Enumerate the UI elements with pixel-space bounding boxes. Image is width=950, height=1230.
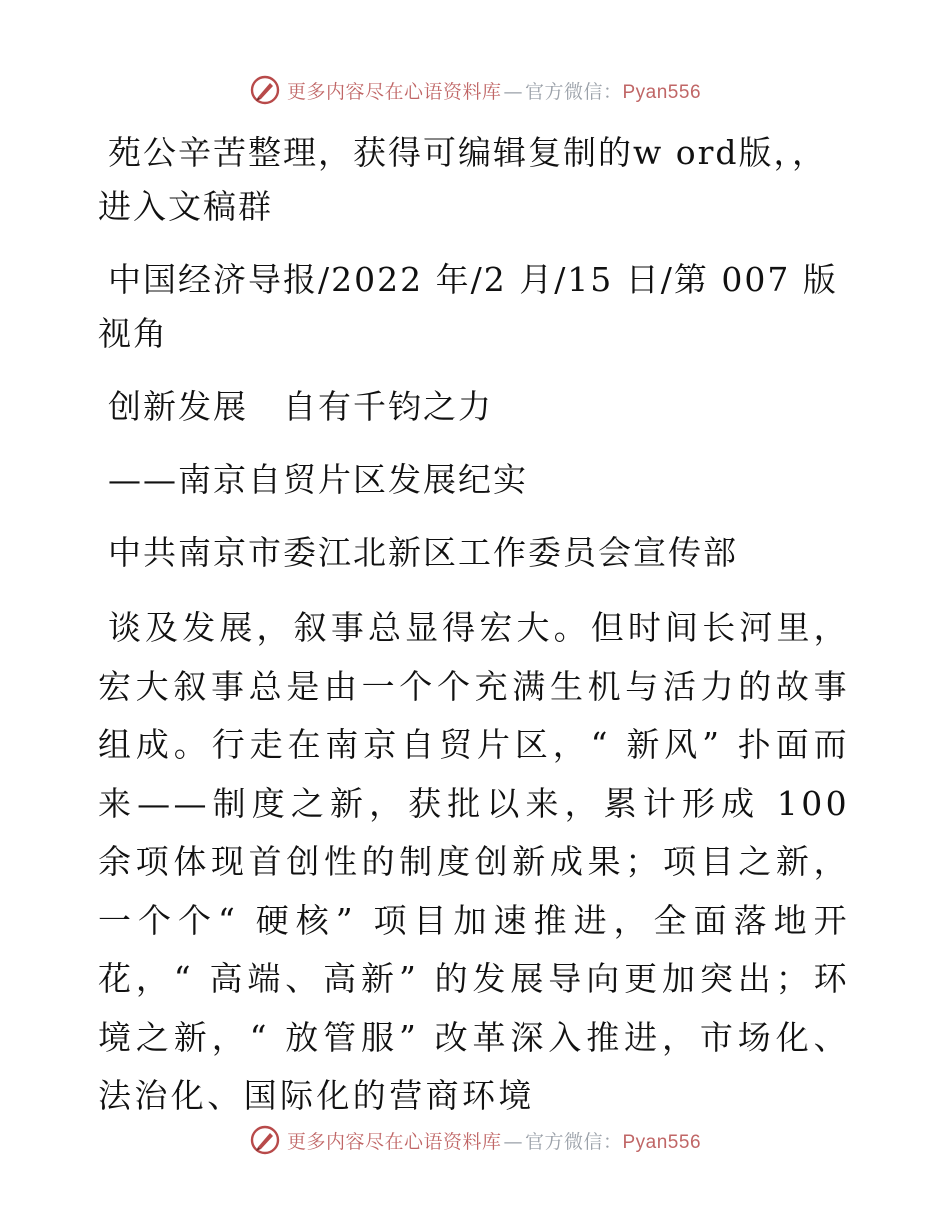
footer-watermark — [0, 1120, 950, 1160]
document-content — [98, 126, 850, 1126]
watermark-site-text: 更多内容尽在心语资料库 — [286, 1130, 502, 1153]
article-body: 谈及发展，叙事总显得宏大。但时间长河里，宏大叙事总是由一个个充满生机与活力的故事组成。行走在南京自贸片区，“ 新风” 扑面而来——制度之新，获批以来，累计形成 100 余项体现首创性的制度创新成果；项目之新，一个个“ 硬核” 项目加速推进，全面落地开花，“ 高端、高新” 的发展导向更加突出；环境之新，“ 放管服” 改革深入推进，市场化、法治化、国际化的营商环境 — [98, 608, 850, 1115]
article-title: 创新发展 自有千钧之力 — [108, 387, 493, 426]
watermark-id: Pyan556 — [622, 1131, 702, 1153]
article-subtitle: ——南京自贸片区发展纪实 — [108, 460, 528, 499]
watermark-id: Pyan556 — [622, 81, 702, 103]
watermark-label: 官方微信： — [524, 80, 623, 103]
article-author: 中共南京市委江北新区工作委员会宣传部 — [108, 533, 738, 572]
source-line: 中国经济导报/2022 年/2 月/15 日/第 007 版视角 — [98, 260, 838, 353]
pen-logo-icon — [249, 1124, 281, 1156]
watermark-dash: — — [503, 1130, 523, 1153]
watermark-site-text: 更多内容尽在心语资料库 — [286, 80, 502, 103]
pen-logo-icon — [249, 74, 281, 106]
watermark-dash: — — [503, 80, 523, 103]
header-watermark — [0, 70, 950, 110]
watermark-label: 官方微信： — [524, 1130, 623, 1153]
intro-note: 苑公辛苦整理，获得可编辑复制的w ord版，，进入文稿群 — [98, 133, 828, 226]
